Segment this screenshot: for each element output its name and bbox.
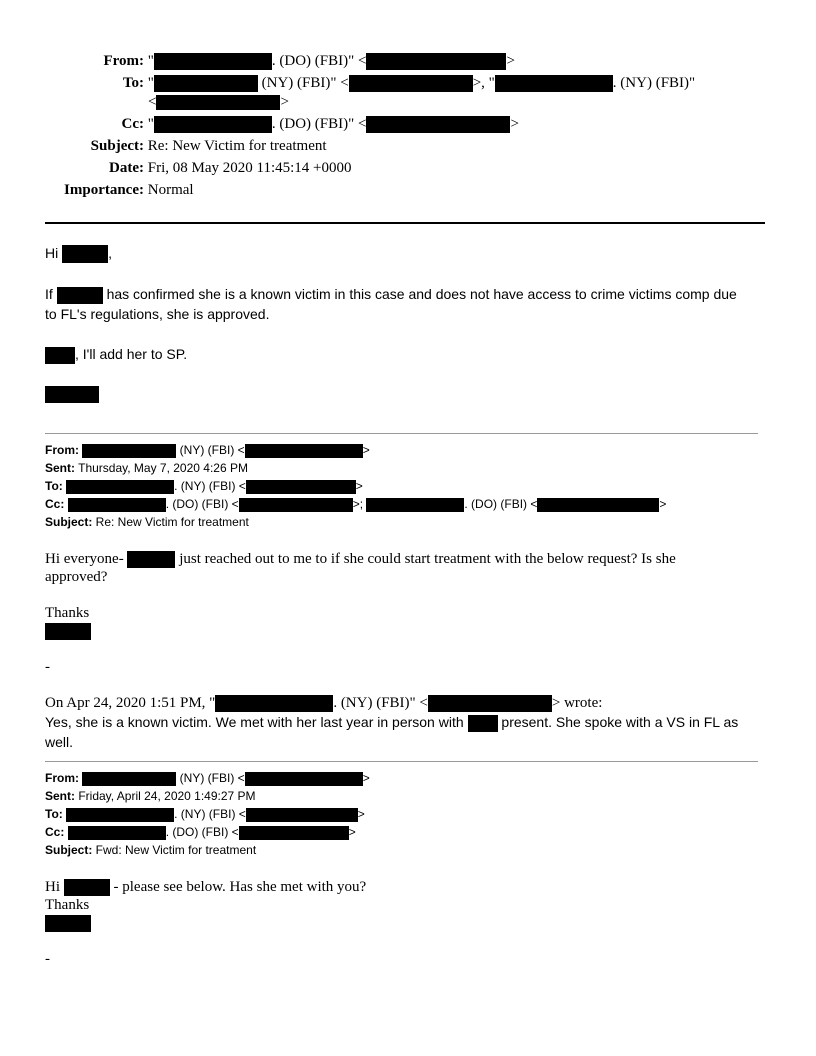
fwd2-cc-value: . (DO) (FBI) < (165, 825, 239, 839)
greeting-comma: , (108, 245, 113, 261)
redaction (127, 551, 175, 568)
header-to-row (0, 75, 695, 92)
redaction (239, 498, 353, 512)
fwd1-body-line-2: approved? (45, 569, 108, 585)
fwd1-body-b: just reached out to me to if she could start treatment with the below request? Is she (179, 551, 676, 567)
fwd2-sent-label: Sent: (45, 789, 75, 803)
quote-line-1-b: present. She spoke with a VS in FL as (501, 714, 739, 730)
header-date-row (0, 160, 352, 177)
cc-org: . (DO) (FBI)" < (271, 116, 367, 132)
subject-value: Re: New Victim for treatment (147, 138, 327, 154)
header-cc-row (0, 116, 519, 133)
to-label: To: (122, 75, 144, 91)
redaction (82, 772, 176, 786)
date-label: Date: (109, 160, 144, 176)
fwd1-to-end: > (355, 479, 363, 493)
para1-text: has confirmed she is a known victim in this case and does not have access to crime victims comp due (106, 286, 737, 302)
redaction (68, 498, 166, 512)
redaction (66, 480, 174, 494)
header-subject-row (0, 138, 327, 155)
fwd2-body-a: Hi (45, 879, 60, 895)
to-gt: > (280, 94, 289, 110)
redaction (349, 75, 473, 92)
redaction (537, 498, 659, 512)
divider-1 (45, 433, 758, 434)
fwd2-to-end: > (357, 807, 365, 821)
from-label: From: (103, 53, 144, 69)
redaction (45, 347, 75, 364)
redaction (245, 444, 363, 458)
fwd2-body-b: - please see below. Has she met with you? (113, 879, 367, 895)
fwd2-thanks: Thanks (45, 897, 90, 913)
fwd1-from-end: > (362, 443, 370, 457)
importance-label: Importance: (64, 182, 144, 198)
redaction (468, 715, 498, 732)
subject-label: Subject: (90, 138, 144, 154)
greeting-line (45, 245, 112, 263)
redaction (246, 480, 356, 494)
fwd1-cc-row (45, 495, 666, 513)
to-sep: >, " (472, 75, 495, 91)
fwd1-cc-end: > (659, 497, 667, 511)
redaction (82, 444, 176, 458)
fwd2-from-label: From: (45, 771, 79, 785)
fwd1-sent-label: Sent: (45, 461, 75, 475)
fwd1-body-line-1 (45, 551, 676, 568)
fwd1-sent-row (45, 459, 248, 477)
signature-redaction (45, 623, 91, 640)
fwd1-subject-label: Subject: (45, 515, 93, 529)
fwd1-cc-value-1: . (DO) (FBI) < (165, 497, 239, 511)
fwd2-to-value: . (NY) (FBI) < (174, 807, 246, 821)
importance-value: Normal (147, 182, 194, 198)
quote-on-prefix: On Apr 24, 2020 1:51 PM, " (45, 695, 216, 711)
cc-quote: " (147, 116, 154, 132)
quote-on-end: > wrote: (551, 695, 603, 711)
fwd1-dash: - (45, 659, 50, 675)
quote-line-1 (45, 714, 738, 732)
to-lt: < (148, 94, 157, 110)
paragraph-2 (45, 346, 187, 364)
header-to-row-cont (148, 94, 289, 111)
to-quote: " (147, 75, 154, 91)
header-importance-row (0, 182, 194, 199)
fwd2-cc-end: > (348, 825, 356, 839)
redaction (246, 808, 358, 822)
redaction (495, 75, 613, 92)
quote-line-2: well. (45, 734, 74, 750)
redaction (154, 116, 272, 133)
cc-label: Cc: (121, 116, 144, 132)
redaction (64, 879, 110, 896)
from-org: . (DO) (FBI)" < (271, 53, 367, 69)
fwd1-to-row (45, 477, 363, 495)
fwd2-subject-row (45, 841, 256, 859)
fwd1-thanks: Thanks (45, 605, 90, 621)
from-quote: " (147, 53, 154, 69)
paragraph-1-line-1 (45, 286, 737, 304)
fwd2-to-label: To: (45, 807, 63, 821)
fwd1-to-label: To: (45, 479, 63, 493)
fwd1-from-row (45, 441, 370, 459)
para2-text: , I'll add her to SP. (75, 346, 188, 362)
redaction (68, 826, 166, 840)
fwd2-to-row (45, 805, 365, 823)
para1-if: If (45, 286, 53, 302)
quote-line-1-a: Yes, she is a known victim. We met with her last year in person with (45, 714, 464, 730)
to-org-2: . (NY) (FBI)" (612, 75, 696, 91)
fwd1-body-a: Hi everyone- (45, 551, 124, 567)
quote-on-mid: . (NY) (FBI)" < (333, 695, 428, 711)
redaction (239, 826, 349, 840)
redaction (66, 808, 174, 822)
redaction (366, 116, 510, 133)
fwd2-from-row (45, 769, 370, 787)
fwd1-cc-value-2: . (DO) (FBI) < (464, 497, 538, 511)
fwd2-subject-label: Subject: (45, 843, 93, 857)
fwd1-from-value: (NY) (FBI) < (176, 443, 245, 457)
redaction (57, 287, 103, 304)
to-org: (NY) (FBI)" < (257, 75, 349, 91)
fwd2-from-value: (NY) (FBI) < (176, 771, 245, 785)
fwd1-from-label: From: (45, 443, 79, 457)
fwd1-subject-value: Re: New Victim for treatment (92, 515, 249, 529)
signature-redaction (45, 386, 99, 403)
fwd2-sent-value: Friday, April 24, 2020 1:49:27 PM (75, 789, 256, 803)
redaction (154, 75, 258, 92)
from-end: > (506, 53, 515, 69)
fwd2-sent-row (45, 787, 256, 805)
cc-end: > (510, 116, 519, 132)
fwd2-from-end: > (362, 771, 370, 785)
fwd1-subject-row (45, 513, 249, 531)
fwd2-cc-row (45, 823, 356, 841)
fwd2-dash: - (45, 951, 50, 967)
greeting: Hi (45, 245, 59, 261)
header-divider (45, 222, 765, 224)
quote-on-line (45, 695, 602, 712)
redaction (62, 245, 108, 263)
redaction (154, 53, 272, 70)
fwd2-body-line-1 (45, 879, 366, 896)
paragraph-1-line-2: to FL's regulations, she is approved. (45, 306, 270, 322)
redaction (215, 695, 333, 712)
redaction (428, 695, 552, 712)
header-from-row (0, 53, 515, 70)
date-value: Fri, 08 May 2020 11:45:14 +0000 (147, 160, 352, 176)
fwd1-to-value: . (NY) (FBI) < (174, 479, 246, 493)
divider-2 (45, 761, 758, 762)
fwd2-cc-label: Cc: (45, 825, 65, 839)
redaction (156, 95, 280, 110)
fwd2-subject-value: Fwd: New Victim for treatment (92, 843, 257, 857)
redaction (245, 772, 363, 786)
redaction (366, 498, 464, 512)
fwd1-cc-sep: >; (352, 497, 364, 511)
signature-redaction (45, 915, 91, 932)
redaction (366, 53, 506, 70)
fwd1-sent-value: Thursday, May 7, 2020 4:26 PM (75, 461, 248, 475)
fwd1-cc-label: Cc: (45, 497, 65, 511)
